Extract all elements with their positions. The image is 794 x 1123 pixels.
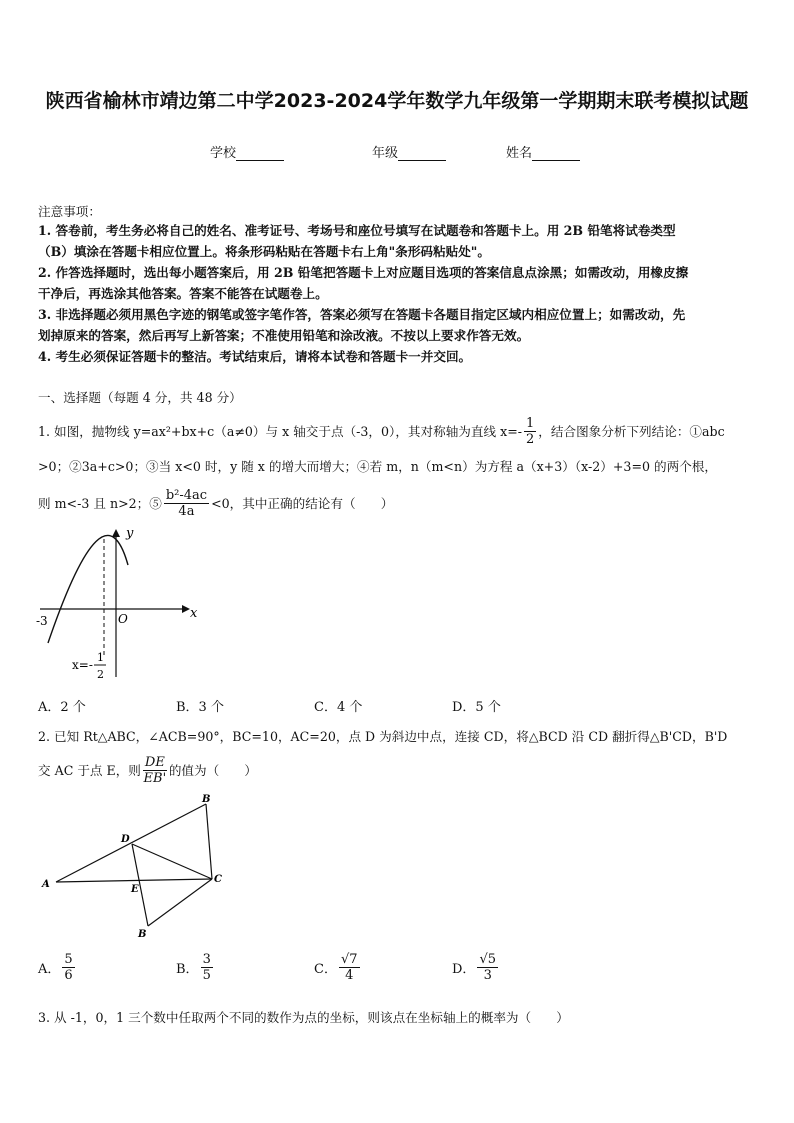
name-label: 姓名 <box>506 146 533 161</box>
grade-blank <box>398 146 446 161</box>
option-letter: A． <box>38 962 61 977</box>
q1-option-a[interactable]: A．2 个 <box>38 700 86 715</box>
label-B: B <box>202 794 211 805</box>
note-line: 4. 考生必须保证答题卡的整洁。考试结束后，请将本试卷和答题卡一并交回。 <box>38 349 472 364</box>
school-field <box>210 142 284 161</box>
frac-den: 6 <box>64 968 73 983</box>
line-B-prime-C <box>148 879 212 926</box>
label-B-prime: B <box>138 929 147 940</box>
q1-line3 <box>38 488 393 519</box>
q2-line2 <box>38 755 257 786</box>
frac-num: √7 <box>340 952 358 967</box>
name-field <box>506 142 580 161</box>
q1-option-d[interactable]: D．5 个 <box>452 700 501 715</box>
symmetry-label: x=- <box>72 658 93 672</box>
notes-heading: 注意事项： <box>38 204 101 219</box>
note-line: 干净后，再选涂其他答案。答案不能答在试题卷上。 <box>38 286 328 301</box>
q2-option-c[interactable] <box>314 952 362 983</box>
q1-line1 <box>38 416 725 447</box>
fraction <box>477 952 498 983</box>
origin-label: O <box>118 612 128 626</box>
frac-num: 1 <box>526 416 535 431</box>
fraction <box>143 755 167 786</box>
q1-text: 则 m<-3 且 n>2；⑤ <box>38 495 162 511</box>
line-AC <box>56 879 212 882</box>
frac-den: 5 <box>202 968 211 983</box>
frac-num: b²-4ac <box>165 488 208 503</box>
fraction <box>201 952 213 983</box>
q1-text: 1. 如图，抛物线 y=ax²+bx+c（a≠0）与 x 轴交于点（-3，0），其对称轴为直线 x=- <box>38 423 522 439</box>
frac-den: EB' <box>143 771 167 786</box>
frac-den: 2 <box>526 432 535 447</box>
label-A: A <box>42 879 50 890</box>
note-line: 1. 答卷前，考生务必将自己的姓名、准考证号、考场号和座位号填写在试题卷和答题卡上。用 2B 铅笔将试卷类型 <box>38 223 676 238</box>
x-axis-arrow <box>182 605 190 613</box>
label-D: D <box>121 834 130 845</box>
q2-option-a[interactable] <box>38 952 77 983</box>
note-line: 2. 作答选择题时，选出每小题答案后，用 2B 铅笔把答题卡上对应题目选项的答案信息点涂黑；如需改动，用橡皮擦 <box>38 265 689 280</box>
x-axis-label: x <box>190 606 198 621</box>
frac-den: 3 <box>483 968 492 983</box>
section-heading: 一、选择题（每题 4 分，共 48 分） <box>38 390 242 405</box>
school-blank <box>236 146 284 161</box>
frac-den: 4 <box>345 968 354 983</box>
q1-option-b[interactable]: B．3 个 <box>176 700 224 715</box>
grade-label: 年级 <box>372 146 399 161</box>
page-title: 陕西省榆林市靖边第二中学2023-2024学年数学九年级第一学期期末联考模拟试题 <box>45 90 749 112</box>
option-letter: C． <box>314 962 337 977</box>
fraction <box>339 952 360 983</box>
option-letter: B． <box>176 962 199 977</box>
fraction <box>164 488 209 519</box>
frac-den: 4a <box>178 504 195 519</box>
fraction <box>524 416 536 447</box>
q1-text: ，结合图象分析下列结论：①abc <box>538 423 725 439</box>
line-BC <box>206 804 212 879</box>
q1-option-c[interactable]: C．4 个 <box>314 700 363 715</box>
frac-num: DE <box>144 755 165 770</box>
grade-field <box>372 142 446 161</box>
school-label: 学校 <box>210 146 237 161</box>
note-line: 3. 非选择题必须用黑色字迹的钢笔或签字笔作答，答案必须写在答题卡各题目指定区域内相应位置上；如需改动，先 <box>38 307 686 322</box>
q1-text: <0，其中正确的结论有（ ） <box>211 495 394 511</box>
symmetry-frac-num: 1 <box>97 651 104 664</box>
fraction <box>62 952 74 983</box>
label-E: E <box>131 884 139 895</box>
option-letter: D． <box>452 962 476 977</box>
q1-line2: >0；②3a+c>0；③当 x<0 时，y 随 x 的增大而增大；④若 m，n（m<n）为方程 a（x+3）（x-2）+3=0 的两个根， <box>38 459 717 474</box>
frac-num: √5 <box>479 952 496 967</box>
point-label: -3 <box>36 614 48 628</box>
parabola-graph <box>34 525 209 685</box>
note-line: （B）填涂在答题卡相应位置上。将条形码粘贴在答题卡右上角"条形码粘贴处"。 <box>38 244 490 259</box>
q2-text: 交 AC 于点 E，则 <box>38 762 141 778</box>
line-AB <box>56 804 206 882</box>
triangle-figure <box>36 792 236 942</box>
symmetry-frac-den: 2 <box>97 668 104 681</box>
q2-option-d[interactable] <box>452 952 500 983</box>
y-axis-arrow <box>112 529 120 537</box>
label-C: C <box>214 874 222 885</box>
q3-line1: 3. 从 -1，0，1 三个数中任取两个不同的数作为点的坐标，则该点在坐标轴上的概率为（ ） <box>38 1010 569 1025</box>
name-blank <box>532 146 580 161</box>
y-axis-label: y <box>126 526 134 541</box>
q2-text: 的值为（ ） <box>168 762 257 778</box>
frac-num: 3 <box>202 952 211 967</box>
note-line: 划掉原来的答案，然后再写上新答案；不准使用铅笔和涂改液。不按以上要求作答无效。 <box>38 328 530 343</box>
frac-num: 5 <box>64 952 73 967</box>
q2-option-b[interactable] <box>176 952 215 983</box>
q2-line1: 2. 已知 Rt△ABC，∠ACB=90°，BC=10，AC=20，点 D 为斜边中点，连接 CD，将△BCD 沿 CD 翻折得△B'CD，B'D <box>38 729 728 744</box>
line-DC <box>132 844 212 879</box>
